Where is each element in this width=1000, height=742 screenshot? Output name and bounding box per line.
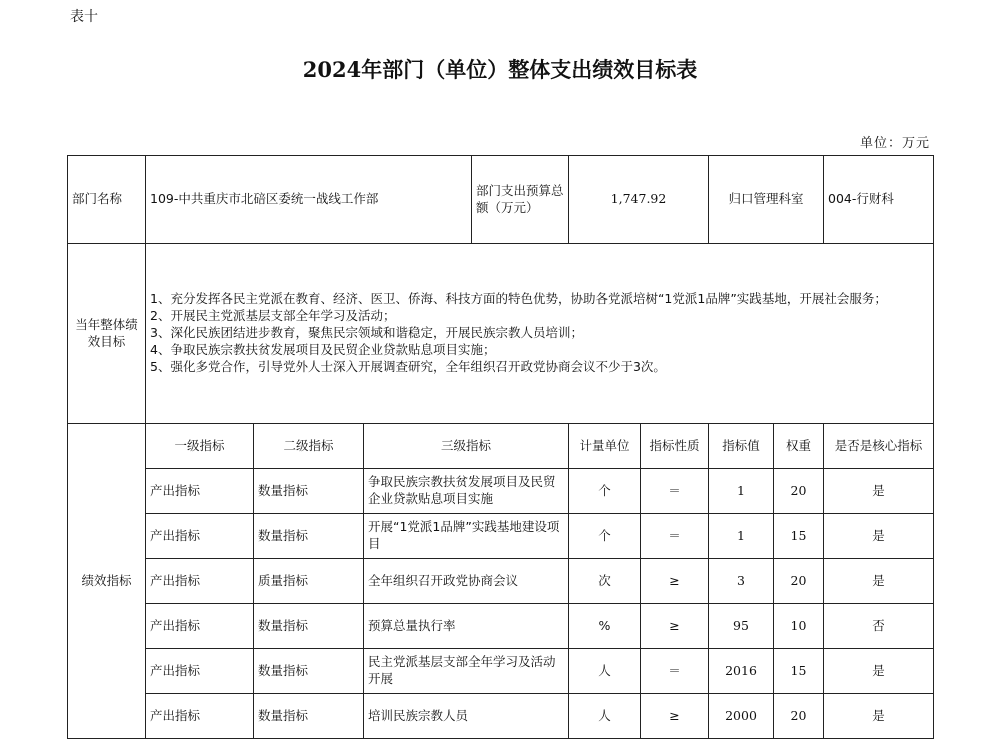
dept-name-value: 109-中共重庆市北碚区委统一战线工作部 [146,156,472,244]
office-label: 归口管理科室 [709,156,824,244]
unit-cell: 人 [569,649,641,694]
column-header: 权重 [774,424,824,469]
column-header: 二级指标 [254,424,364,469]
goals-label: 当年整体绩效目标 [68,244,146,424]
nature-cell: ＝ [641,649,709,694]
goals-row [68,244,934,424]
nature-cell: ≥ [641,559,709,604]
nature-cell: ＝ [641,514,709,559]
table-row [68,649,934,694]
goal-item: 2、开展民主党派基层支部全年学习及活动； [150,308,396,324]
weight-cell: 20 [774,469,824,514]
dept-info-row [68,156,934,244]
column-header: 计量单位 [569,424,641,469]
weight-cell: 15 [774,649,824,694]
table-row [68,559,934,604]
level2-cell: 数量指标 [254,514,364,559]
level1-cell: 产出指标 [146,694,254,739]
level2-cell: 数量指标 [254,604,364,649]
goal-item: 5、强化多党合作，引导党外人士深入开展调查研究，全年组织召开政党协商会议不少于3次。 [150,358,666,374]
table-number: 表十 [70,9,98,25]
level1-cell: 产出指标 [146,514,254,559]
column-header: 一级指标 [146,424,254,469]
level3-cell: 开展“1党派1品牌”实践基地建设项目 [364,514,569,559]
weight-cell: 20 [774,694,824,739]
unit-label: 单位：万元 [859,136,930,151]
unit-cell: % [569,604,641,649]
unit-cell: 个 [569,469,641,514]
column-header: 指标值 [709,424,774,469]
office-value: 004-行财科 [824,156,934,244]
table-row [68,469,934,514]
level2-cell: 质量指标 [254,559,364,604]
level3-cell: 全年组织召开政党协商会议 [364,559,569,604]
unit-cell: 次 [569,559,641,604]
value-cell: 1 [709,514,774,559]
column-header: 指标性质 [641,424,709,469]
weight-cell: 15 [774,514,824,559]
page-title: 2024年部门（单位）整体支出绩效目标表 [302,57,698,82]
level3-cell: 培训民族宗教人员 [364,694,569,739]
table-row [68,604,934,649]
value-cell: 95 [709,604,774,649]
level2-cell: 数量指标 [254,649,364,694]
level3-cell: 争取民族宗教扶贫发展项目及民贸企业贷款贴息项目实施 [364,469,569,514]
level1-cell: 产出指标 [146,649,254,694]
weight-cell: 10 [774,604,824,649]
core-cell: 是 [824,514,934,559]
value-cell: 2016 [709,649,774,694]
goal-item: 3、深化民族团结进步教育，聚焦民宗领域和谐稳定，开展民族宗教人员培训； [150,325,583,341]
value-cell: 2000 [709,694,774,739]
level2-cell: 数量指标 [254,694,364,739]
core-cell: 是 [824,649,934,694]
nature-cell: ≥ [641,604,709,649]
level2-cell: 数量指标 [254,469,364,514]
goals-text [146,244,934,424]
unit-cell: 个 [569,514,641,559]
core-cell: 是 [824,559,934,604]
level3-cell: 预算总量执行率 [364,604,569,649]
weight-cell: 20 [774,559,824,604]
goal-item: 1、充分发挥各民主党派在教育、经济、医卫、侨海、科技方面的特色优势，协助各党派培树“1党派1品牌”实践基地，开展社会服务； [150,291,887,307]
table-row [68,514,934,559]
level1-cell: 产出指标 [146,604,254,649]
nature-cell: ＝ [641,469,709,514]
goal-item: 4、争取民族宗教扶贫发展项目及民贸企业贷款贴息项目实施； [150,341,496,357]
table-row [68,694,934,739]
core-cell: 否 [824,604,934,649]
budget-total-label: 部门支出预算总额（万元） [472,156,569,244]
performance-table [67,155,934,739]
core-cell: 是 [824,469,934,514]
budget-total-value: 1,747.92 [569,156,709,244]
dept-name-label: 部门名称 [68,156,146,244]
level3-cell: 民主党派基层支部全年学习及活动开展 [364,649,569,694]
value-cell: 1 [709,469,774,514]
core-cell: 是 [824,694,934,739]
value-cell: 3 [709,559,774,604]
column-header: 是否是核心指标 [824,424,934,469]
level1-cell: 产出指标 [146,469,254,514]
level1-cell: 产出指标 [146,559,254,604]
unit-cell: 人 [569,694,641,739]
nature-cell: ≥ [641,694,709,739]
indicators-label: 绩效指标 [68,424,146,739]
indicator-header-row [68,424,934,469]
column-header: 三级指标 [364,424,569,469]
